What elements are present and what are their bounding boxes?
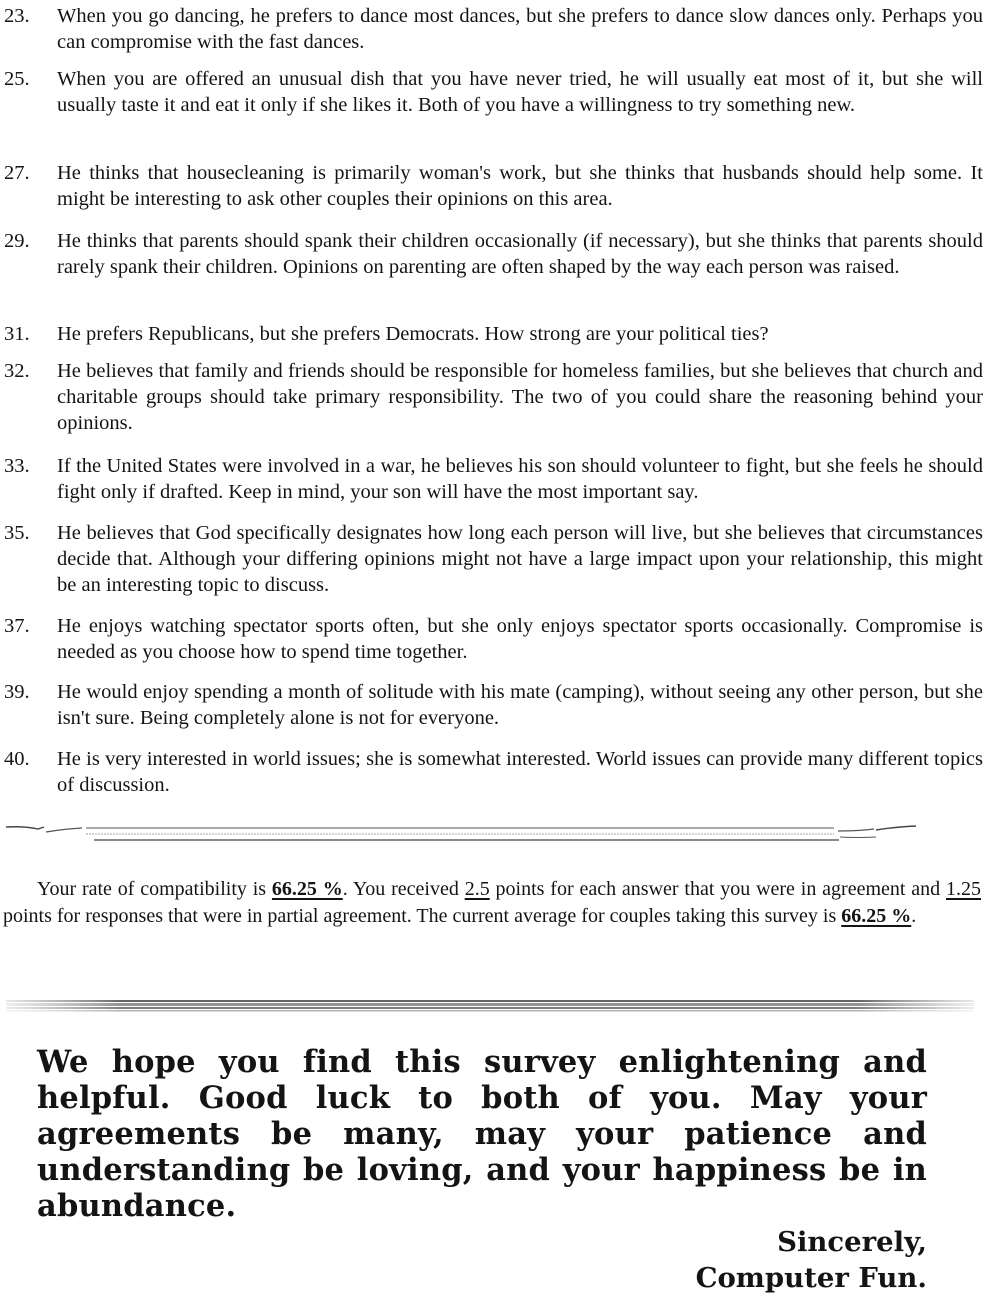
- signature-text: Computer Fun.: [695, 1262, 927, 1294]
- decorative-divider-bottom: [6, 996, 974, 1016]
- summary-text: . You received: [342, 878, 465, 900]
- compatibility-rate: 66.25 %: [271, 878, 343, 900]
- summary-text: .: [911, 905, 917, 927]
- item-number: 23.: [4, 5, 30, 27]
- item-number: 39.: [4, 681, 30, 703]
- item-number: 29.: [4, 230, 30, 252]
- closing-message: We hope you find this survey enlightening and helpful. Good luck to both of you. May your agreements be many, may your patience and understanding be loving, and your happiness be in abundance.: [37, 1044, 927, 1224]
- item-number: 37.: [4, 615, 30, 637]
- item-number: 27.: [4, 162, 30, 184]
- compatibility-summary: [3, 876, 981, 930]
- summary-text: Your rate of compatibility is: [37, 878, 272, 900]
- item-number: 32.: [4, 360, 30, 382]
- item-text: He is very interested in world issues; she is somewhat interested. World issues can provide many different topics of discussion.: [57, 748, 983, 796]
- item-number: 25.: [4, 68, 30, 90]
- average-rate: 66.25 %: [841, 905, 912, 927]
- item-text: When you are offered an unusual dish that you have never tried, he will usually eat most of it, but she will usually taste it and eat it only if she likes it. Both of you have a willingness to try something new.: [57, 68, 983, 116]
- item-text: He enjoys watching spectator sports often, but she only enjoys spectator sports occasionally. Compromise is needed as you choose how to spend time together.: [57, 615, 983, 663]
- item-number: 31.: [4, 323, 30, 345]
- signoff: [696, 1224, 927, 1296]
- item-number: 40.: [4, 748, 30, 770]
- item-text: When you go dancing, he prefers to dance most dances, but she prefers to dance slow dances only. Perhaps you can compromise with the fast dances.: [57, 5, 983, 53]
- item-text: He prefers Republicans, but she prefers Democrats. How strong are your political ties?: [57, 323, 769, 345]
- item-text: If the United States were involved in a war, he believes his son should volunteer to fight, but she feels he should fight only if drafted. Keep in mind, your son will have the most important say.: [57, 455, 983, 503]
- sincerely-text: Sincerely,: [777, 1226, 927, 1258]
- partial-agreement-points: 1.25: [946, 878, 981, 900]
- item-number: 33.: [4, 455, 30, 477]
- item-text: He thinks that housecleaning is primarily woman's work, but she thinks that husbands should help some. It might be interesting to ask other couples their opinions on this area.: [57, 162, 983, 210]
- item-text: He thinks that parents should spank their children occasionally (if necessary), but she thinks that parents should rarely spank their children. Opinions on parenting are often shaped by the way each person was raised.: [57, 230, 983, 278]
- item-text: He believes that family and friends should be responsible for homeless families, but she believes that church and charitable groups should take primary responsibility. The two of you could share the reasoning behind your opinions.: [57, 360, 983, 434]
- item-text: He believes that God specifically designates how long each person will live, but she believes that circumstances decide that. Although your differing opinions might not have a large impact upon your relationship, this might be an interesting topic to discuss.: [57, 522, 983, 596]
- summary-text: points for each answer that you were in agreement and: [489, 878, 946, 900]
- item-text: He would enjoy spending a month of solitude with his mate (camping), without seeing any other person, but she isn't sure. Being completely alone is not for everyone.: [57, 681, 983, 729]
- item-number: 35.: [4, 522, 30, 544]
- decorative-divider-top: [4, 818, 918, 844]
- summary-text: points for responses that were in partial agreement. The current average for couples taking this survey is: [3, 905, 842, 927]
- agreement-points: 2.5: [464, 878, 490, 900]
